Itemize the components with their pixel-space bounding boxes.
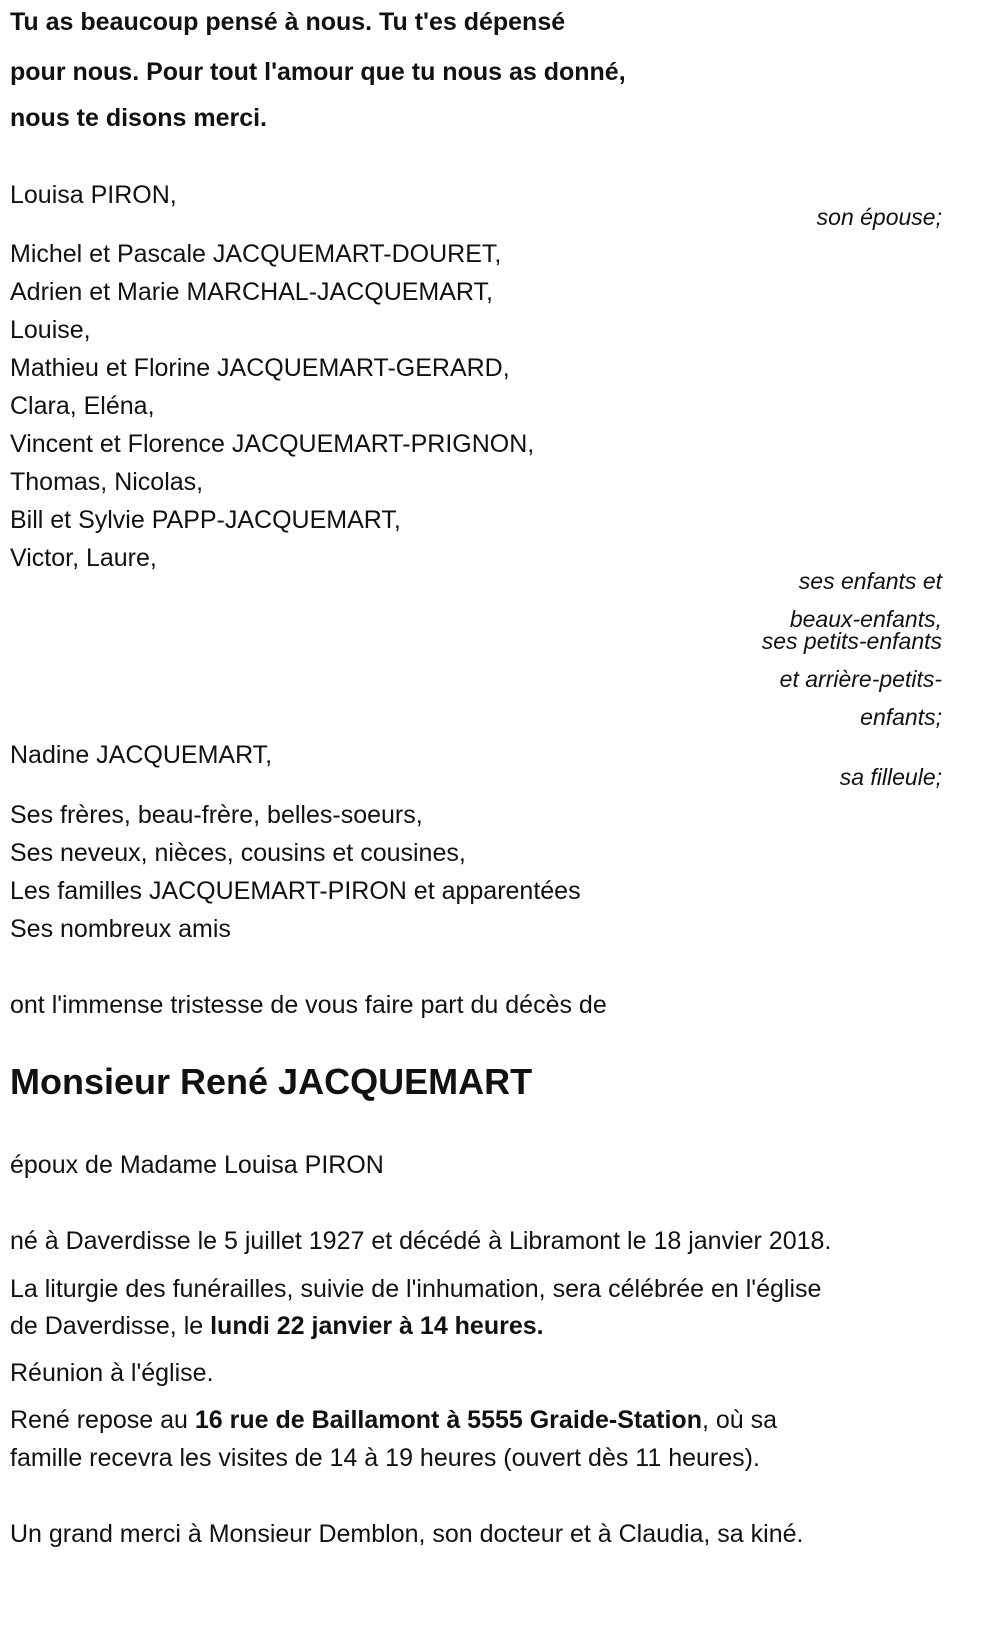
child-line: Adrien et Marie MARCHAL-JACQUEMART, bbox=[10, 278, 493, 306]
other-line: Ses neveux, nièces, cousins et cousines, bbox=[10, 839, 466, 867]
children-role: ses enfants et bbox=[798, 568, 942, 594]
intro-line: Tu as beaucoup pensé à nous. Tu t'es dépensé bbox=[10, 8, 566, 36]
goddaughter-role: sa filleule; bbox=[839, 764, 942, 790]
child-line: Clara, Eléna, bbox=[10, 392, 155, 420]
intro-line: pour nous. Pour tout l'amour que tu nous as donné, bbox=[10, 58, 626, 86]
child-line: Vincent et Florence JACQUEMART-PRIGNON, bbox=[10, 430, 535, 458]
children-role: ses petits-enfants bbox=[761, 628, 942, 654]
other-line: Ses frères, beau-frère, belles-soeurs, bbox=[10, 801, 423, 829]
thanks: Un grand merci à Monsieur Demblon, son docteur et à Claudia, sa kiné. bbox=[10, 1520, 804, 1548]
liturgy-text: de Daverdisse, le bbox=[10, 1312, 211, 1340]
liturgy-line1: La liturgie des funérailles, suivie de l'inhumation, sera célébrée en l'église bbox=[10, 1275, 822, 1303]
rest-pre: René repose au bbox=[10, 1406, 195, 1434]
other-line: Les familles JACQUEMART-PIRON et apparentées bbox=[10, 877, 581, 905]
spouse-of: époux de Madame Louisa PIRON bbox=[10, 1151, 384, 1179]
dates: né à Daverdisse le 5 juillet 1927 et décédé à Libramont le 18 janvier 2018. bbox=[10, 1227, 832, 1255]
children-role: enfants; bbox=[860, 704, 942, 730]
child-line: Louise, bbox=[10, 316, 91, 344]
child-line: Victor, Laure, bbox=[10, 544, 157, 572]
spouse-name: Louisa PIRON, bbox=[10, 181, 177, 209]
child-line: Thomas, Nicolas, bbox=[10, 468, 204, 496]
deceased-name: Monsieur René JACQUEMART bbox=[10, 1061, 533, 1102]
rest-line2: famille recevra les visites de 14 à 19 heures (ouvert dès 11 heures). bbox=[10, 1444, 760, 1472]
children-role: beaux-enfants, bbox=[789, 606, 942, 632]
meeting: Réunion à l'église. bbox=[10, 1359, 214, 1387]
child-line: Mathieu et Florine JACQUEMART-GERARD, bbox=[10, 354, 510, 382]
intro-line: nous te disons merci. bbox=[10, 104, 268, 132]
spouse-role: son épouse; bbox=[816, 204, 942, 230]
liturgy-line2 bbox=[10, 1307, 544, 1345]
rest-address: 16 rue de Baillamont à 5555 Graide-Station bbox=[194, 1406, 702, 1434]
announcement: ont l'immense tristesse de vous faire part du décès de bbox=[10, 991, 607, 1019]
children-role: et arrière-petits- bbox=[779, 666, 942, 692]
goddaughter-name: Nadine JACQUEMART, bbox=[10, 741, 273, 769]
liturgy-datetime: lundi 22 janvier à 14 heures. bbox=[210, 1312, 544, 1340]
other-line: Ses nombreux amis bbox=[10, 915, 231, 943]
rest-post: , où sa bbox=[701, 1406, 778, 1434]
child-line: Michel et Pascale JACQUEMART-DOURET, bbox=[10, 240, 502, 268]
rest-line1 bbox=[10, 1401, 777, 1439]
child-line: Bill et Sylvie PAPP-JACQUEMART, bbox=[10, 506, 401, 534]
